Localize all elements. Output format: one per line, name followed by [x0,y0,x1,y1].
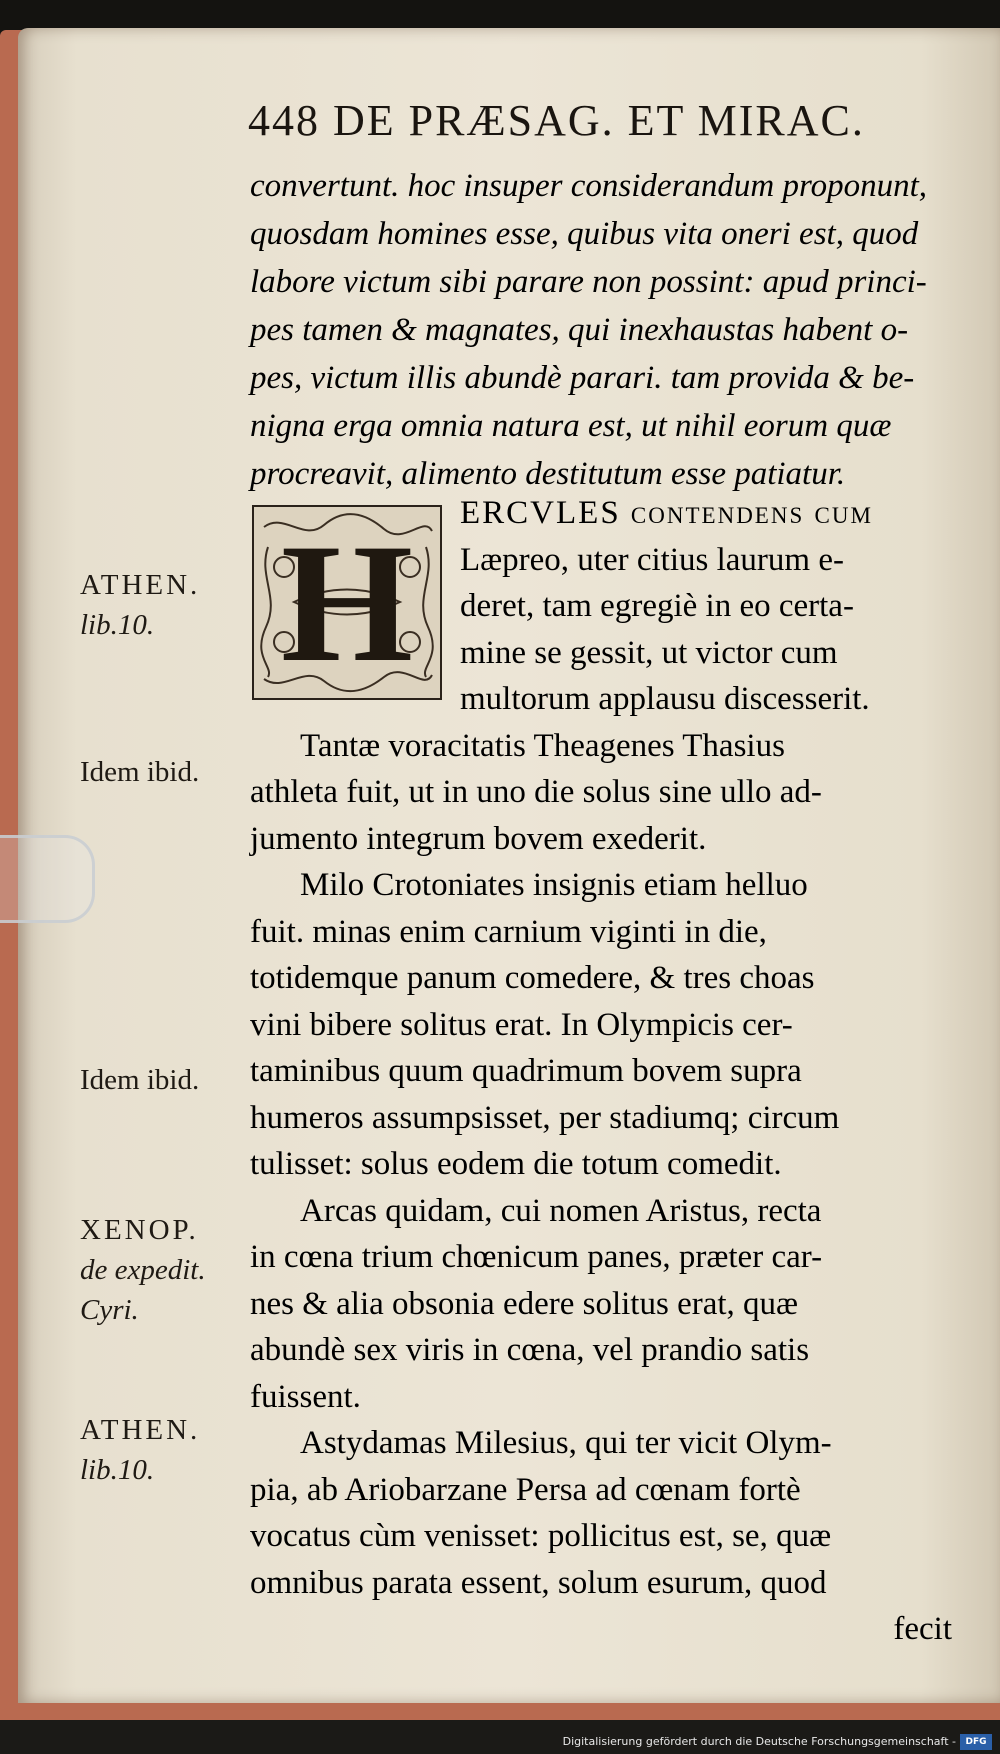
text-line: abundè sex viris in cœna, vel prandio satis [250,1332,810,1368]
text-line: deret, tam egregiè in eo certa- [460,588,854,624]
margin-note-ref: de expedit. [80,1254,206,1286]
text-line: Læpreo, uter citius laurum e- [460,541,844,578]
margin-note-xenop [80,1210,250,1330]
text-line: humeros assumpsisset, per stadiumq; circum [250,1099,840,1136]
text-line: quosdam homines esse, quibus vita oneri est, quod [250,216,919,252]
text-line: pia, ab Ariobarzane Persa ad cœnam fortè [250,1471,801,1508]
text-line: fuit. minas enim carnium viginti in die, [250,913,767,950]
text-line: multorum applausu discesserit. [460,681,870,717]
text-line: pes tamen & magnates, qui inexhaustas habent o- [250,312,909,348]
dfg-logo: DFG [960,1734,992,1750]
text-line: Milo Crotoniates insignis etiam helluo [300,867,808,903]
text-line: procreavit, alimento destitutum esse patiatur. [250,456,846,492]
margin-note-ref: Cyri. [80,1294,139,1326]
margin-note-source: ATHEN. [80,569,201,601]
text-line: totidemque panum comedere, & tres choas [250,960,815,996]
text-line: omnibus parata essent, solum esurum, quod [250,1564,827,1601]
text-line: vini bibere solitus erat. In Olympicis cer- [250,1006,793,1043]
text-line: Tantæ voracitatis Theagenes Thasius [300,727,785,764]
italic-paragraph [250,162,950,498]
text-line: in cœna trium chœnicum panes, præter car- [250,1239,823,1275]
text-line: tulisset: solus eodem die totum comedit. [250,1146,782,1182]
margin-note-source: Idem ibid. [80,1064,200,1096]
initial-letter: H [280,508,414,697]
margin-note-source: XENOP. [80,1214,199,1246]
margin-note-source: Idem ibid. [80,756,200,788]
margin-note-source: ATHEN. [80,1414,201,1446]
running-head: 448 DE PRÆSAG. ET MIRAC. [248,96,865,145]
margin-note-ref: lib.10. [80,609,155,641]
margin-note-athen [80,565,250,645]
text-line: mine se gessit, ut victor cum [460,634,838,671]
text-line: nes & alia obsonia edere solitus erat, quæ [250,1285,799,1322]
margin-note-idem [80,1060,250,1100]
text-line: athleta fuit, ut in uno die solus sine ullo ad- [250,774,822,810]
scan-bottom-strip [0,1720,1000,1754]
footer-credit: Digitalisierung gefördert durch die Deutsche Forschungsgemeinschaft - [562,1735,956,1748]
text-line: ERCVLES contendens cum [460,495,873,531]
text-line: vocatus cùm venisset: pollicitus est, se, quæ [250,1518,832,1554]
text-line: taminibus quum quadrimum bovem supra [250,1053,802,1089]
text-line: nigna erga omnia natura est, ut nihil eorum quæ [250,408,892,444]
text-line: pes, victum illis abundè parari. tam provida & be- [250,360,915,396]
text-line: Arcas quidam, cui nomen Aristus, recta [300,1192,822,1229]
margin-note-athen [80,1410,250,1490]
catchword: fecit [893,1611,952,1647]
body-text [250,490,952,1653]
margin-note-idem [80,752,250,792]
margin-note-ref: lib.10. [80,1454,155,1486]
text-line: jumento integrum bovem exederit. [250,820,707,857]
text-line: convertunt. hoc insuper considerandum proponunt, [250,168,928,204]
text-line: Astydamas Milesius, qui ter vicit Olym- [300,1425,832,1461]
text-line: labore victum sibi parare non possint: apud princi- [250,264,927,300]
text-line: fuissent. [250,1378,361,1415]
page-clip [0,835,95,923]
